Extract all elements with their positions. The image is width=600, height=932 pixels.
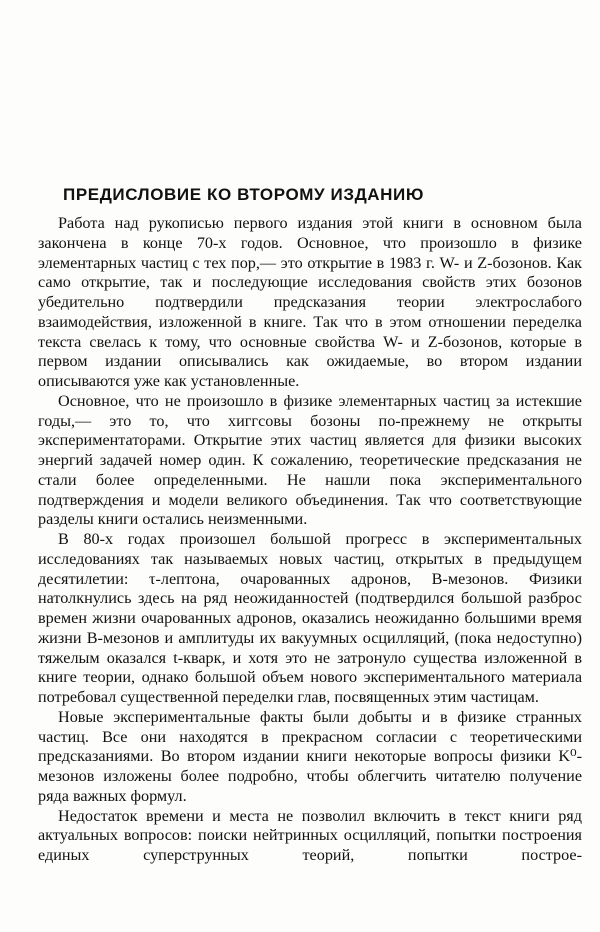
preface-body [38,214,582,866]
paragraph-1: Работа над рукописью первого издания этой книги в основном была закончена в конце 70-х годов. Основное, что произошло в физике элементарных частиц с тех пор,— это открытие в 1983 г. W- и Z-бозонов. Как само открытие, так и последующие исследования свойств этих бозонов убедительно подтвердили предсказания теории электрослабого взаимодействия, изложенной в книге. Так что в этом отношении переделка текста свелась к тому, что основные свойства W- и Z-бозонов, которые в первом издании описывались как ожидаемые, во втором издании описываются уже как установленные. [38,214,582,390]
paragraph-2: Основное, что не произошло в физике элементарных частиц за истекшие годы,— это то, что хиггсовы бозоны по-прежнему не открыты экспериментаторами. Открытие этих частиц является для физики высоких энергий задачей номер один. К сожалению, теоретические предсказания не стали более определенными. Не нашли пока экспериментального подтверждения и модели великого объединения. Так что соответствующие разделы книги остались неизменными. [38,391,582,529]
paragraph-4: Новые экспериментальные факты были добыты и в физике странных частиц. Все они находятся в прекрасном согласии с теоретическими предсказаниями. Во втором издании книги некоторые вопросы физики K⁰-мезонов изложены более подробно, чтобы облегчить читателю получение ряда важных формул. [38,707,582,805]
preface-heading: ПРЕДИСЛОВИЕ КО ВТОРОМУ ИЗДАНИЮ [63,185,425,204]
paragraph-5: Недостаток времени и места не позволил включить в текст книги ряд актуальных вопросов: поиски нейтринных осцилляций, попытки построения единых суперструнных теорий, попытки построе- [38,806,582,864]
paragraph-3: В 80-х годах произошел большой прогресс в экспериментальных исследованиях так называемых новых частиц, открытых в предыдущем десятилетии: τ-лептона, очарованных адронов, B-мезонов. Физики натолкнулись здесь на ряд неожиданностей (подтвердился большой разброс времен жизни очарованных адронов, оказались неожиданно большими время жизни B-мезонов и амплитуды их вакуумных осцилляций, (пока недоступно) тяжелым оказался t-кварк, и хотя это не затронуло существа изложенной в книге теории, однако большой объем нового экспериментального материала потребовал существенной переделки глав, посвященных этим частицам. [38,530,582,706]
